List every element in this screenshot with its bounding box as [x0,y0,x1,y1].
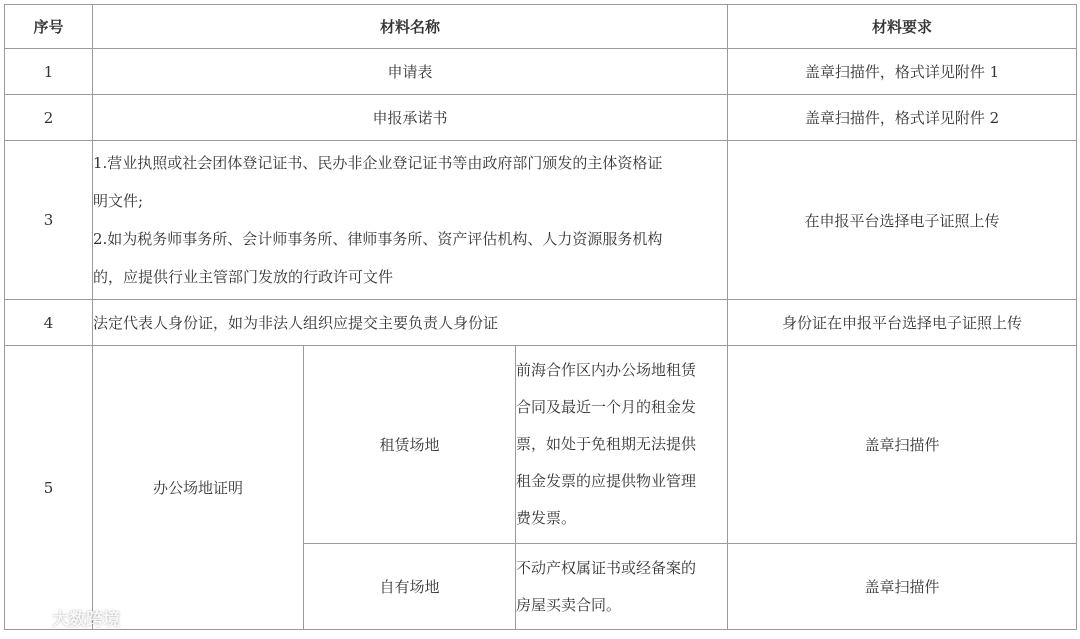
name-cell: 申请表 [93,49,728,95]
sub-desc-cell [516,544,728,630]
name-line: 明文件; [93,192,144,210]
desc-line: 费发票。 [516,509,577,527]
name-line: 1.营业执照或社会团体登记证书、民办非企业登记证书等由政府部门颁发的主体资格证 [93,154,663,172]
brand-logo-icon [4,604,48,630]
header-row [5,5,1077,49]
header-req: 材料要求 [728,5,1077,49]
name-line: 2.如为税务师事务所、会计师事务所、律师事务所、资产评估机构、人力资源服务机构 [93,230,663,248]
materials-table [4,4,1077,630]
watermark-text: 大数跨境 [52,609,120,630]
req-cell: 身份证在申报平台选择电子证照上传 [728,300,1077,346]
header-name: 材料名称 [93,5,728,49]
sub-desc-cell [516,346,728,544]
req-cell: 盖章扫描件 [728,346,1077,544]
table-row [5,300,1077,346]
seq-cell: 2 [5,95,93,141]
table-row [5,49,1077,95]
desc-line: 前海合作区内办公场地租赁 [516,361,697,379]
name-line: 的，应提供行业主管部门发放的行政许可文件 [93,268,394,286]
req-cell: 在申报平台选择电子证照上传 [728,141,1077,300]
desc-line: 合同及最近一个月的租金发 [516,398,697,416]
table-row [5,346,1077,544]
watermark [4,604,120,630]
seq-cell: 1 [5,49,93,95]
table-row [5,95,1077,141]
req-cell: 盖章扫描件 [728,544,1077,630]
name-cell [93,141,728,300]
desc-line: 房屋买卖合同。 [516,595,622,614]
seq-cell: 5 [5,346,93,630]
table-row [5,141,1077,300]
desc-line: 票，如处于免租期无法提供 [516,435,697,453]
name-cell: 申报承诺书 [93,95,728,141]
desc-line: 不动产权属证书或经备案的 [516,558,697,577]
sub-type-cell: 租赁场地 [304,346,516,544]
req-cell: 盖章扫描件，格式详见附件 2 [728,95,1077,141]
seq-cell: 4 [5,300,93,346]
header-seq: 序号 [5,5,93,49]
req-cell: 盖章扫描件，格式详见附件 1 [728,49,1077,95]
desc-line: 租金发票的应提供物业管理 [516,472,697,490]
sub-type-cell: 自有场地 [304,544,516,630]
name-cell: 法定代表人身份证，如为非法人组织应提交主要负责人身份证 [93,300,728,346]
name-cell: 办公场地证明 [93,346,304,630]
seq-cell: 3 [5,141,93,300]
